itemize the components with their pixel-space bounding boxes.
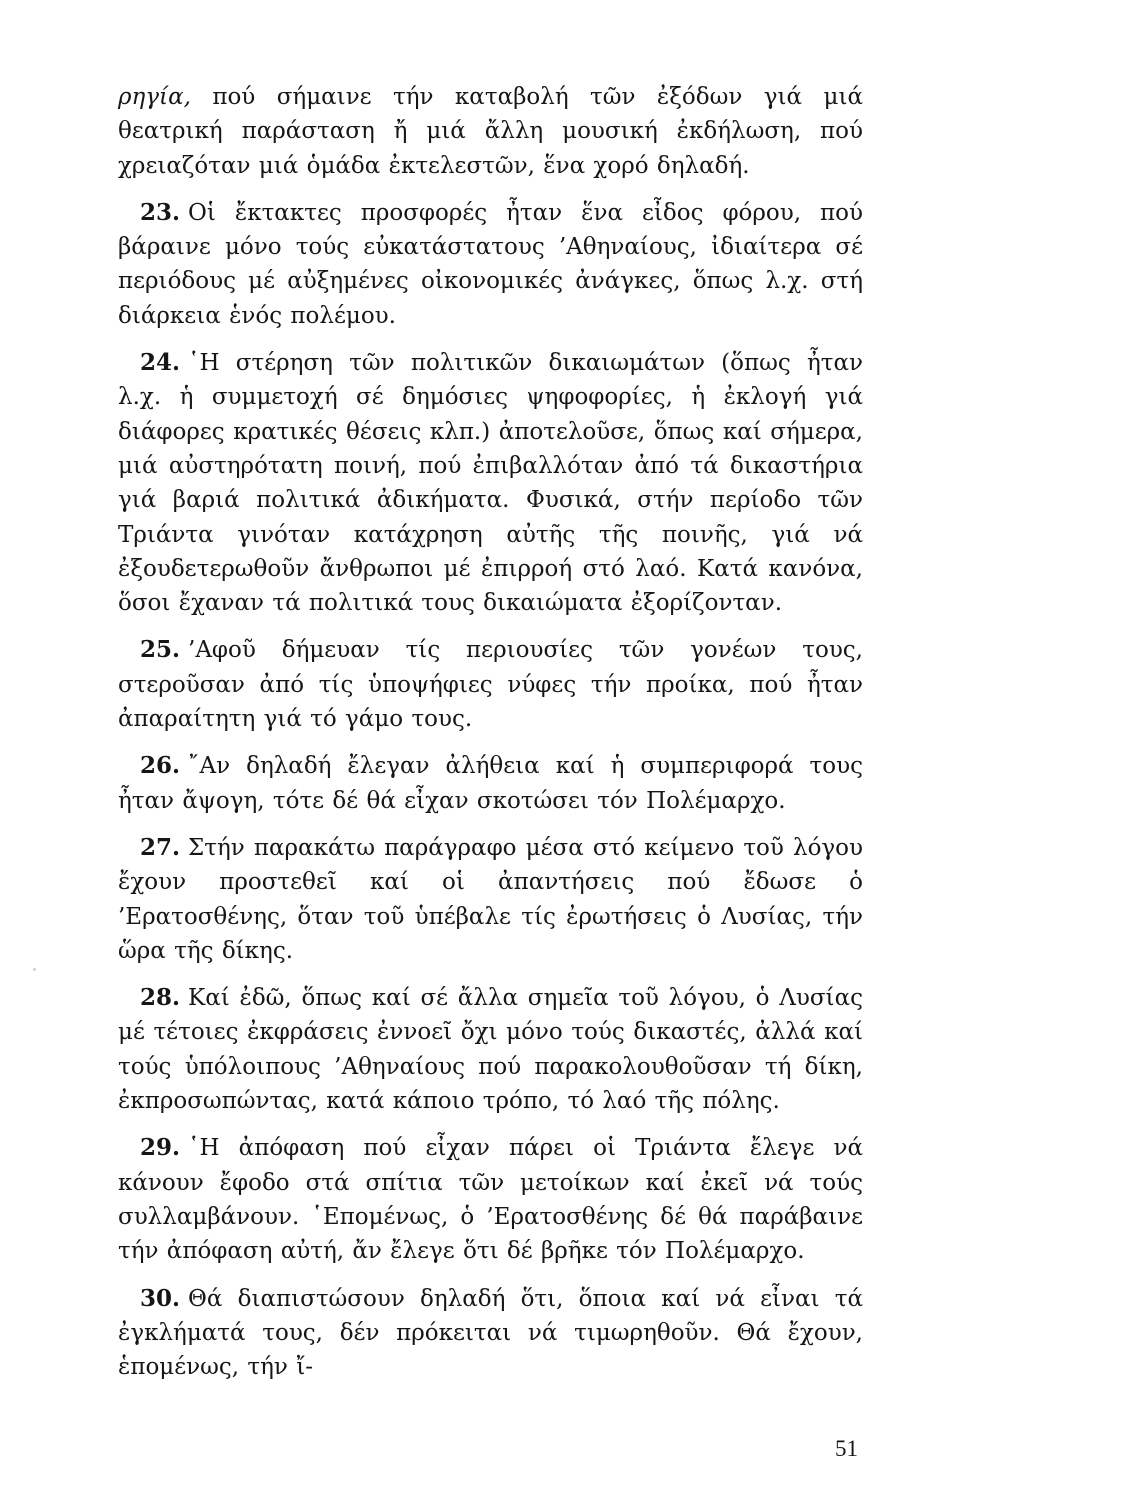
note-text: ’Αφοῦ δήμευαν τίς περιουσίες τῶν γονέων τους, στεροῦσαν ἀπό τίς ὑποψήφιες νύφες τήν προίκα, πού ἦταν ἀπαραίτητη γιά τό γάμο τους.	[118, 637, 863, 733]
note-text: Θά διαπιστώσουν δηλαδή ὅτι, ὅποια καί νά εἶναι τά ἐγκλήματά τους, δέν πρόκειται νά τιμωρηθοῦν. Θά ἔχουν, ἑπομένως, τήν ἴ-	[118, 1285, 863, 1381]
note-25	[118, 633, 863, 736]
note-26	[118, 749, 863, 818]
note-text: Καί ἐδῶ, ὅπως καί σέ ἄλλα σημεῖα τοῦ λόγου, ὁ Λυσίας μέ τέτοιες ἐκφράσεις ἐννοεῖ ὄχι μόνο τούς δικαστές, ἀλλά καί τούς ὑπόλοιπους ’Αθηναίους πού παρακολουθοῦσαν τή δίκη, ἐκπροσωπώντας, κατά κάποιο τρόπο, τό λαό τῆς πόλης.	[118, 985, 863, 1115]
continuation-paragraph	[118, 80, 863, 183]
note-number: 25.	[140, 636, 181, 664]
note-number: 29.	[140, 1134, 181, 1162]
note-30	[118, 1282, 863, 1385]
continuation-lead-word: ρηγία,	[118, 84, 191, 110]
note-29	[118, 1131, 863, 1268]
note-23	[118, 196, 863, 333]
notes-text-block	[118, 80, 863, 1384]
note-text: ῾Η στέρηση τῶν πολιτικῶν δικαιωμάτων (ὅπως ἦταν λ.χ. ἡ συμμετοχή σέ δημόσιες ψηφοφορίες, ἡ ἐκλογή γιά διάφορες κρατικές θέσεις κλπ.) ἀποτελοῦσε, ὅπως καί σήμερα, μιά αὐστηρότατη ποινή, πού ἐπιβαλλόταν ἀπό τά δικαστήρια γιά βαριά πολιτικά ἀδικήματα. Φυσικά, στήν περίοδο τῶν Τριάντα γινόταν κατάχρηση αὐτῆς τῆς ποινῆς, γιά νά ἐξουδετερωθοῦν ἄνθρωποι μέ ἐπιρροή στό λαό. Κατά κανόνα, ὅσοι ἔχαναν τά πολιτικά τους δικαιώματα ἐξορίζονταν.	[118, 350, 863, 617]
note-24	[118, 346, 863, 620]
note-text: Οἱ ἔκτακτες προσφορές ἦταν ἕνα εἶδος φόρου, πού βάραινε μόνο τούς εὐκατάστατους ’Αθηναίους, ἰδιαίτερα σέ περιόδους μέ αὐξημένες οἰκονομικές ἀνάγκες, ὅπως λ.χ. στή διάρκεια ἑνός πολέμου.	[118, 199, 863, 329]
note-text: Στήν παρακάτω παράγραφο μέσα στό κείμενο τοῦ λόγου ἔχουν προστεθεῖ καί οἱ ἀπαντήσεις πού ἔδωσε ὁ ’Ερατοσθένης, ὅταν τοῦ ὑπέβαλε τίς ἐρωτήσεις ὁ Λυσίας, τήν ὥρα τῆς δίκης.	[118, 834, 863, 964]
note-number: 27.	[140, 833, 181, 861]
note-text: ῾Η ἀπόφαση πού εἶχαν πάρει οἱ Τριάντα ἔλεγε νά κάνουν ἔφοδο στά σπίτια τῶν μετοίκων καί ἐκεῖ νά τούς συλλαμβάνουν. ῾Επομένως, ὁ ’Ερατοσθένης δέ θά παράβαινε τήν ἀπόφαση αὐτή, ἄν ἔλεγε ὅτι δέ βρῆκε τόν Πολέμαρχο.	[118, 1135, 863, 1265]
note-28	[118, 981, 863, 1118]
note-number: 28.	[140, 984, 181, 1012]
scan-speck	[33, 968, 36, 971]
note-number: 24.	[140, 349, 181, 377]
note-number: 30.	[140, 1284, 181, 1312]
page-number: 51	[835, 1436, 858, 1461]
note-27	[118, 831, 863, 968]
note-number: 26.	[140, 752, 181, 780]
note-number: 23.	[140, 198, 181, 226]
continuation-text: πού σήμαινε τήν καταβολή τῶν ἐξόδων γιά μιά θεατρική παράσταση ἤ μιά ἄλλη μουσική ἐκδήλωση, πού χρειαζόταν μιά ὁμάδα ἐκτελεστῶν, ἕνα χορό δηλαδή.	[118, 84, 863, 179]
note-text: ῎Αν δηλαδή ἔλεγαν ἀλήθεια καί ἡ συμπεριφορά τους ἦταν ἄψογη, τότε δέ θά εἶχαν σκοτώσει τόν Πολέμαρχο.	[118, 753, 863, 814]
